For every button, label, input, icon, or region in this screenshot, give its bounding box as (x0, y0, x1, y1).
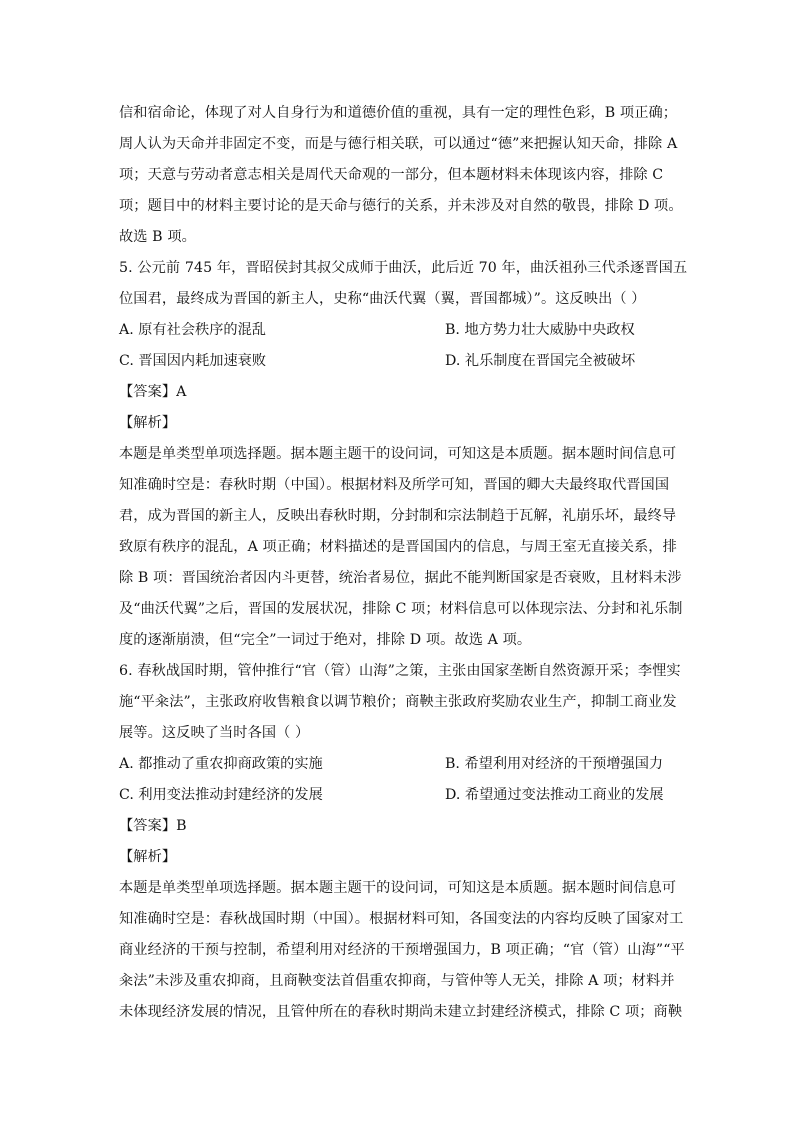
analysis-line: 籴法”未涉及重农抑商，且商鞅变法首倡重农抑商，与管仲等人无关，排除 A 项；材料并 (119, 973, 675, 989)
analysis-label: 【解析】 (119, 415, 177, 431)
option-a: A. 都推动了重农抑商政策的实施 (119, 756, 323, 772)
answer-line: 【答案】A (119, 384, 187, 400)
analysis-line: 本题是单类型单项选择题。据本题主题干的设问词，可知这是本质题。据本题时间信息可 (119, 446, 677, 462)
document-page (119, 98, 688, 1028)
text-line: 项；题目中的材料主要讨论的是天命与德行的关系，并未涉及对自然的敬畏，排除 D 项。 (119, 198, 683, 214)
question-stem-line: 5. 公元前 745 年，晋昭侯封其叔父成师于曲沃，此后近 70 年，曲沃祖孙三代杀逐晋国五 (119, 260, 688, 276)
options-row (119, 780, 667, 811)
question-stem-line: 位国君，最终成为晋国的新主人，史称“曲沃代翼（翼，晋国都城）”。这反映出（ ） (119, 291, 646, 307)
previous-analysis (119, 98, 683, 253)
option-b: B. 地方势力壮大威胁中央政权 (445, 322, 635, 338)
option-d: D. 希望通过变法推动工商业的发展 (445, 787, 664, 803)
text-line: 项；天意与劳动者意志相关是周代天命观的一部分，但本题材料未体现该内容，排除 C (119, 167, 664, 183)
options-row (119, 315, 667, 346)
option-b: B. 希望利用对经济的干预增强国力 (445, 756, 664, 772)
option-d: D. 礼乐制度在晋国完全被破坏 (445, 353, 636, 369)
option-c: C. 晋国因内耗加速衰败 (119, 353, 267, 369)
options-row (119, 749, 667, 780)
options-row (119, 346, 667, 377)
question-stem-line: 6. 春秋战国时期，管仲推行“官（管）山海”之策，主张由国家垄断自然资源开采；李悝实 (119, 663, 681, 679)
analysis-line: 本题是单类型单项选择题。据本题主题干的设问词，可知这是本质题。据本题时间信息可 (119, 880, 677, 896)
analysis-line: 知准确时空是：春秋时期（中国）。根据材料及所学可知，晋国的卿大夫最终取代晋国国 (119, 477, 670, 493)
question-5 (119, 253, 688, 656)
text-line: 信和宿命论，体现了对人自身行为和道德价值的重视，具有一定的理性色彩，B 项正确； (119, 105, 678, 121)
analysis-label: 【解析】 (119, 849, 177, 865)
question-stem-line: 展等。这反映了当时各国（ ） (119, 725, 310, 741)
analysis-line: 度的逐渐崩溃，但“完全”一词过于绝对，排除 D 项。故选 A 项。 (119, 632, 532, 648)
analysis-line: 君，成为晋国的新主人，反映出春秋时期，分封制和宗法制趋于瓦解，礼崩乐坏，最终导 (119, 508, 677, 524)
analysis-line: 商业经济的干预与控制，希望利用对经济的干预增强国力，B 项正确；“官（管）山海”“平 (119, 942, 685, 958)
answer-line: 【答案】B (119, 818, 187, 834)
analysis-line: 知准确时空是：春秋战国时期（中国）。根据材料可知，各国变法的内容均反映了国家对工 (119, 911, 684, 927)
option-c: C. 利用变法推动封建经济的发展 (119, 787, 323, 803)
text-line: 周人认为天命并非固定不变，而是与德行相关联，可以通过“德”来把握认知天命，排除 A (119, 136, 678, 152)
question-stem-line: 施“平籴法”，主张政府收售粮食以调节粮价；商鞅主张政府奖励农业生产，抑制工商业发 (119, 694, 677, 710)
analysis-line: 除 B 项：晋国统治者因内斗更替，统治者易位，据此不能判断国家是否衰败，且材料未涉 (119, 570, 682, 586)
text-line: 故选 B 项。 (119, 229, 196, 245)
analysis-line: 未体现经济发展的情况，且管仲所在的春秋时期尚未建立封建经济模式，排除 C 项；商鞅 (119, 1004, 683, 1020)
question-6 (119, 656, 685, 1028)
analysis-line: 致原有秩序的混乱，A 项正确；材料描述的是晋国国内的信息，与周王室无直接关系，排 (119, 539, 677, 555)
analysis-line: 及“曲沃代翼”之后，晋国的发展状况，排除 C 项；材料信息可以体现宗法、分封和礼乐制 (119, 601, 683, 617)
option-a: A. 原有社会秩序的混乱 (119, 322, 266, 338)
